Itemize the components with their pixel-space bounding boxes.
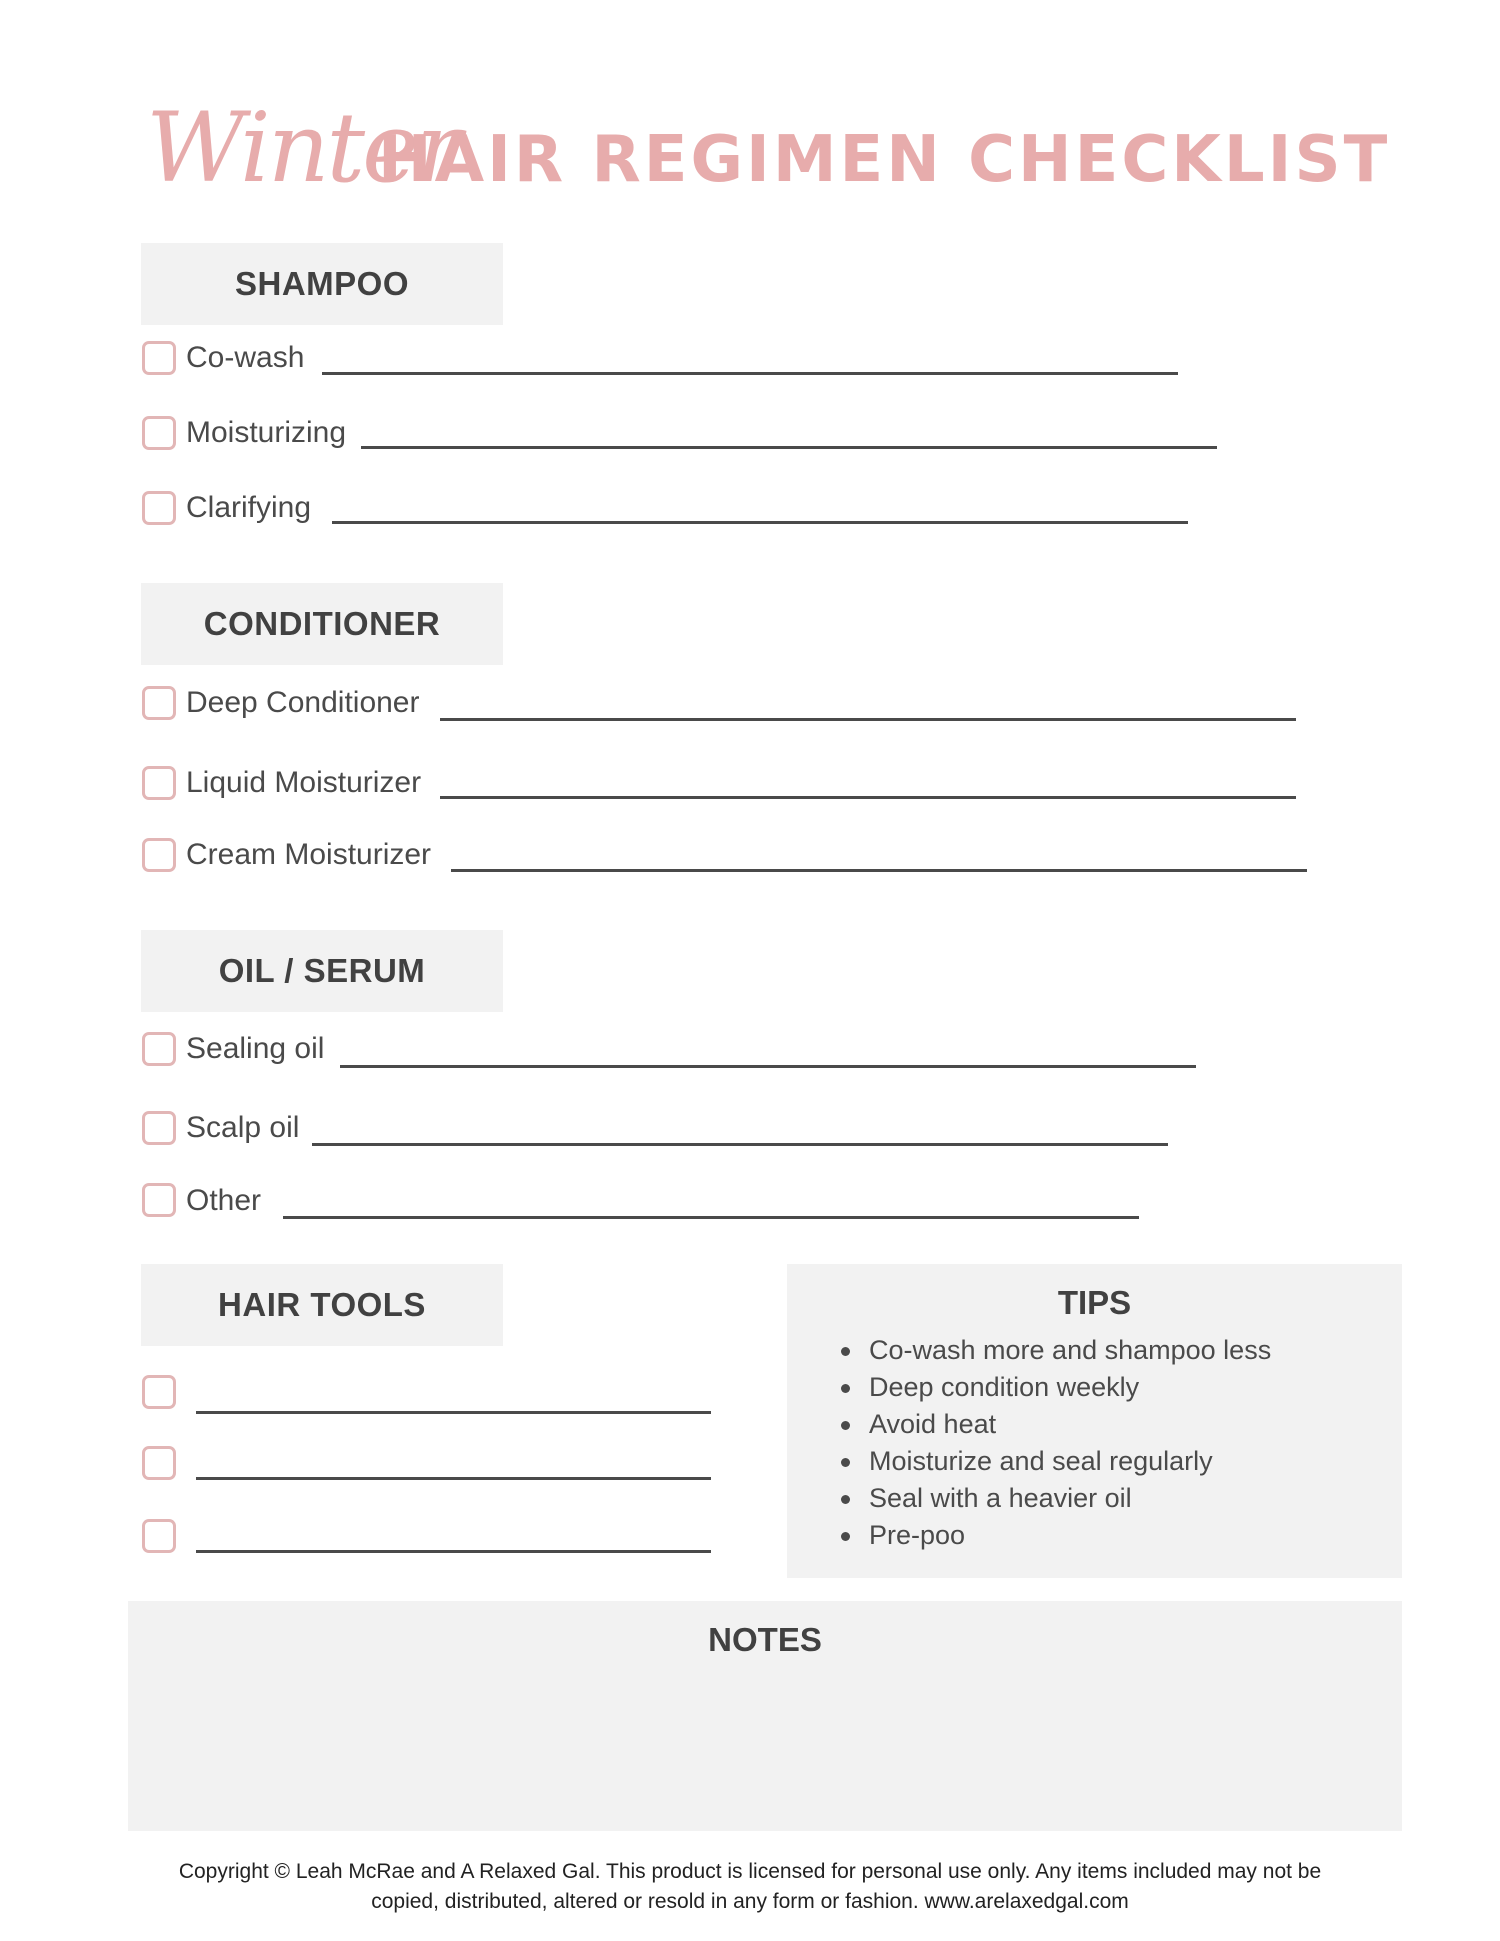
notes-title: NOTES — [708, 1621, 822, 1658]
checkbox-deep-conditioner[interactable] — [142, 686, 176, 720]
checkbox-hair-tool-3[interactable] — [142, 1519, 176, 1553]
copyright-footer — [100, 1857, 1400, 1917]
notes-panel[interactable] — [128, 1601, 1402, 1831]
section-heading-conditioner: CONDITIONER — [141, 583, 503, 665]
item-label-clarifying: Clarifying — [186, 491, 312, 524]
footer-line-2: copied, distributed, altered or resold in any form or fashion. www.arelaxedgal.com — [371, 1890, 1129, 1913]
write-line-co-wash[interactable] — [322, 372, 1178, 375]
checkbox-clarifying[interactable] — [142, 491, 176, 525]
write-line-hair-tool-1[interactable] — [196, 1411, 711, 1414]
tip-item: Seal with a heavier oil — [869, 1480, 1271, 1517]
checkbox-hair-tool-1[interactable] — [142, 1375, 176, 1409]
write-line-deep-conditioner[interactable] — [440, 718, 1296, 721]
section-heading-oil-serum: OIL / SERUM — [141, 930, 503, 1012]
item-label-sealing-oil: Sealing oil — [186, 1032, 325, 1065]
section-heading-hair-tools: HAIR TOOLS — [141, 1264, 503, 1346]
title-script-word: Winter — [146, 92, 459, 204]
write-line-liquid-moisturizer[interactable] — [440, 796, 1296, 799]
write-line-sealing-oil[interactable] — [340, 1065, 1196, 1068]
tip-item: Pre-poo — [869, 1517, 1271, 1554]
checkbox-other[interactable] — [142, 1183, 176, 1217]
write-line-hair-tool-3[interactable] — [196, 1550, 711, 1553]
tip-item: Avoid heat — [869, 1406, 1271, 1443]
item-label-cream-moisturizer: Cream Moisturizer — [186, 838, 432, 871]
tip-item: Moisturize and seal regularly — [869, 1443, 1271, 1480]
tips-title: TIPS — [1057, 1284, 1132, 1321]
checkbox-hair-tool-2[interactable] — [142, 1446, 176, 1480]
tip-item: Co-wash more and shampoo less — [869, 1332, 1271, 1369]
item-label-co-wash: Co-wash — [186, 341, 305, 374]
write-line-cream-moisturizer[interactable] — [451, 869, 1307, 872]
checkbox-scalp-oil[interactable] — [142, 1111, 176, 1145]
item-label-deep-conditioner: Deep Conditioner — [186, 686, 420, 719]
write-line-scalp-oil[interactable] — [312, 1143, 1168, 1146]
write-line-other[interactable] — [283, 1216, 1139, 1219]
page-title: HAIR REGIMEN CHECKLIST — [378, 123, 1391, 197]
checkbox-sealing-oil[interactable] — [142, 1032, 176, 1066]
tips-list — [869, 1332, 1271, 1554]
section-heading-shampoo: SHAMPOO — [141, 243, 503, 325]
item-label-liquid-moisturizer: Liquid Moisturizer — [186, 766, 422, 799]
checkbox-liquid-moisturizer[interactable] — [142, 766, 176, 800]
footer-line-1: Copyright © Leah McRae and A Relaxed Gal. This product is licensed for personal use only. Any items included may not be — [178, 1860, 1322, 1883]
item-label-other: Other — [186, 1184, 262, 1217]
write-line-hair-tool-2[interactable] — [196, 1477, 711, 1480]
tip-item: Deep condition weekly — [869, 1369, 1271, 1406]
write-line-moisturizing[interactable] — [361, 446, 1217, 449]
item-label-scalp-oil: Scalp oil — [186, 1111, 300, 1144]
write-line-clarifying[interactable] — [332, 521, 1188, 524]
tips-panel — [787, 1264, 1402, 1578]
checkbox-co-wash[interactable] — [142, 341, 176, 375]
checkbox-cream-moisturizer[interactable] — [142, 838, 176, 872]
item-label-moisturizing: Moisturizing — [186, 416, 347, 449]
checkbox-moisturizing[interactable] — [142, 416, 176, 450]
